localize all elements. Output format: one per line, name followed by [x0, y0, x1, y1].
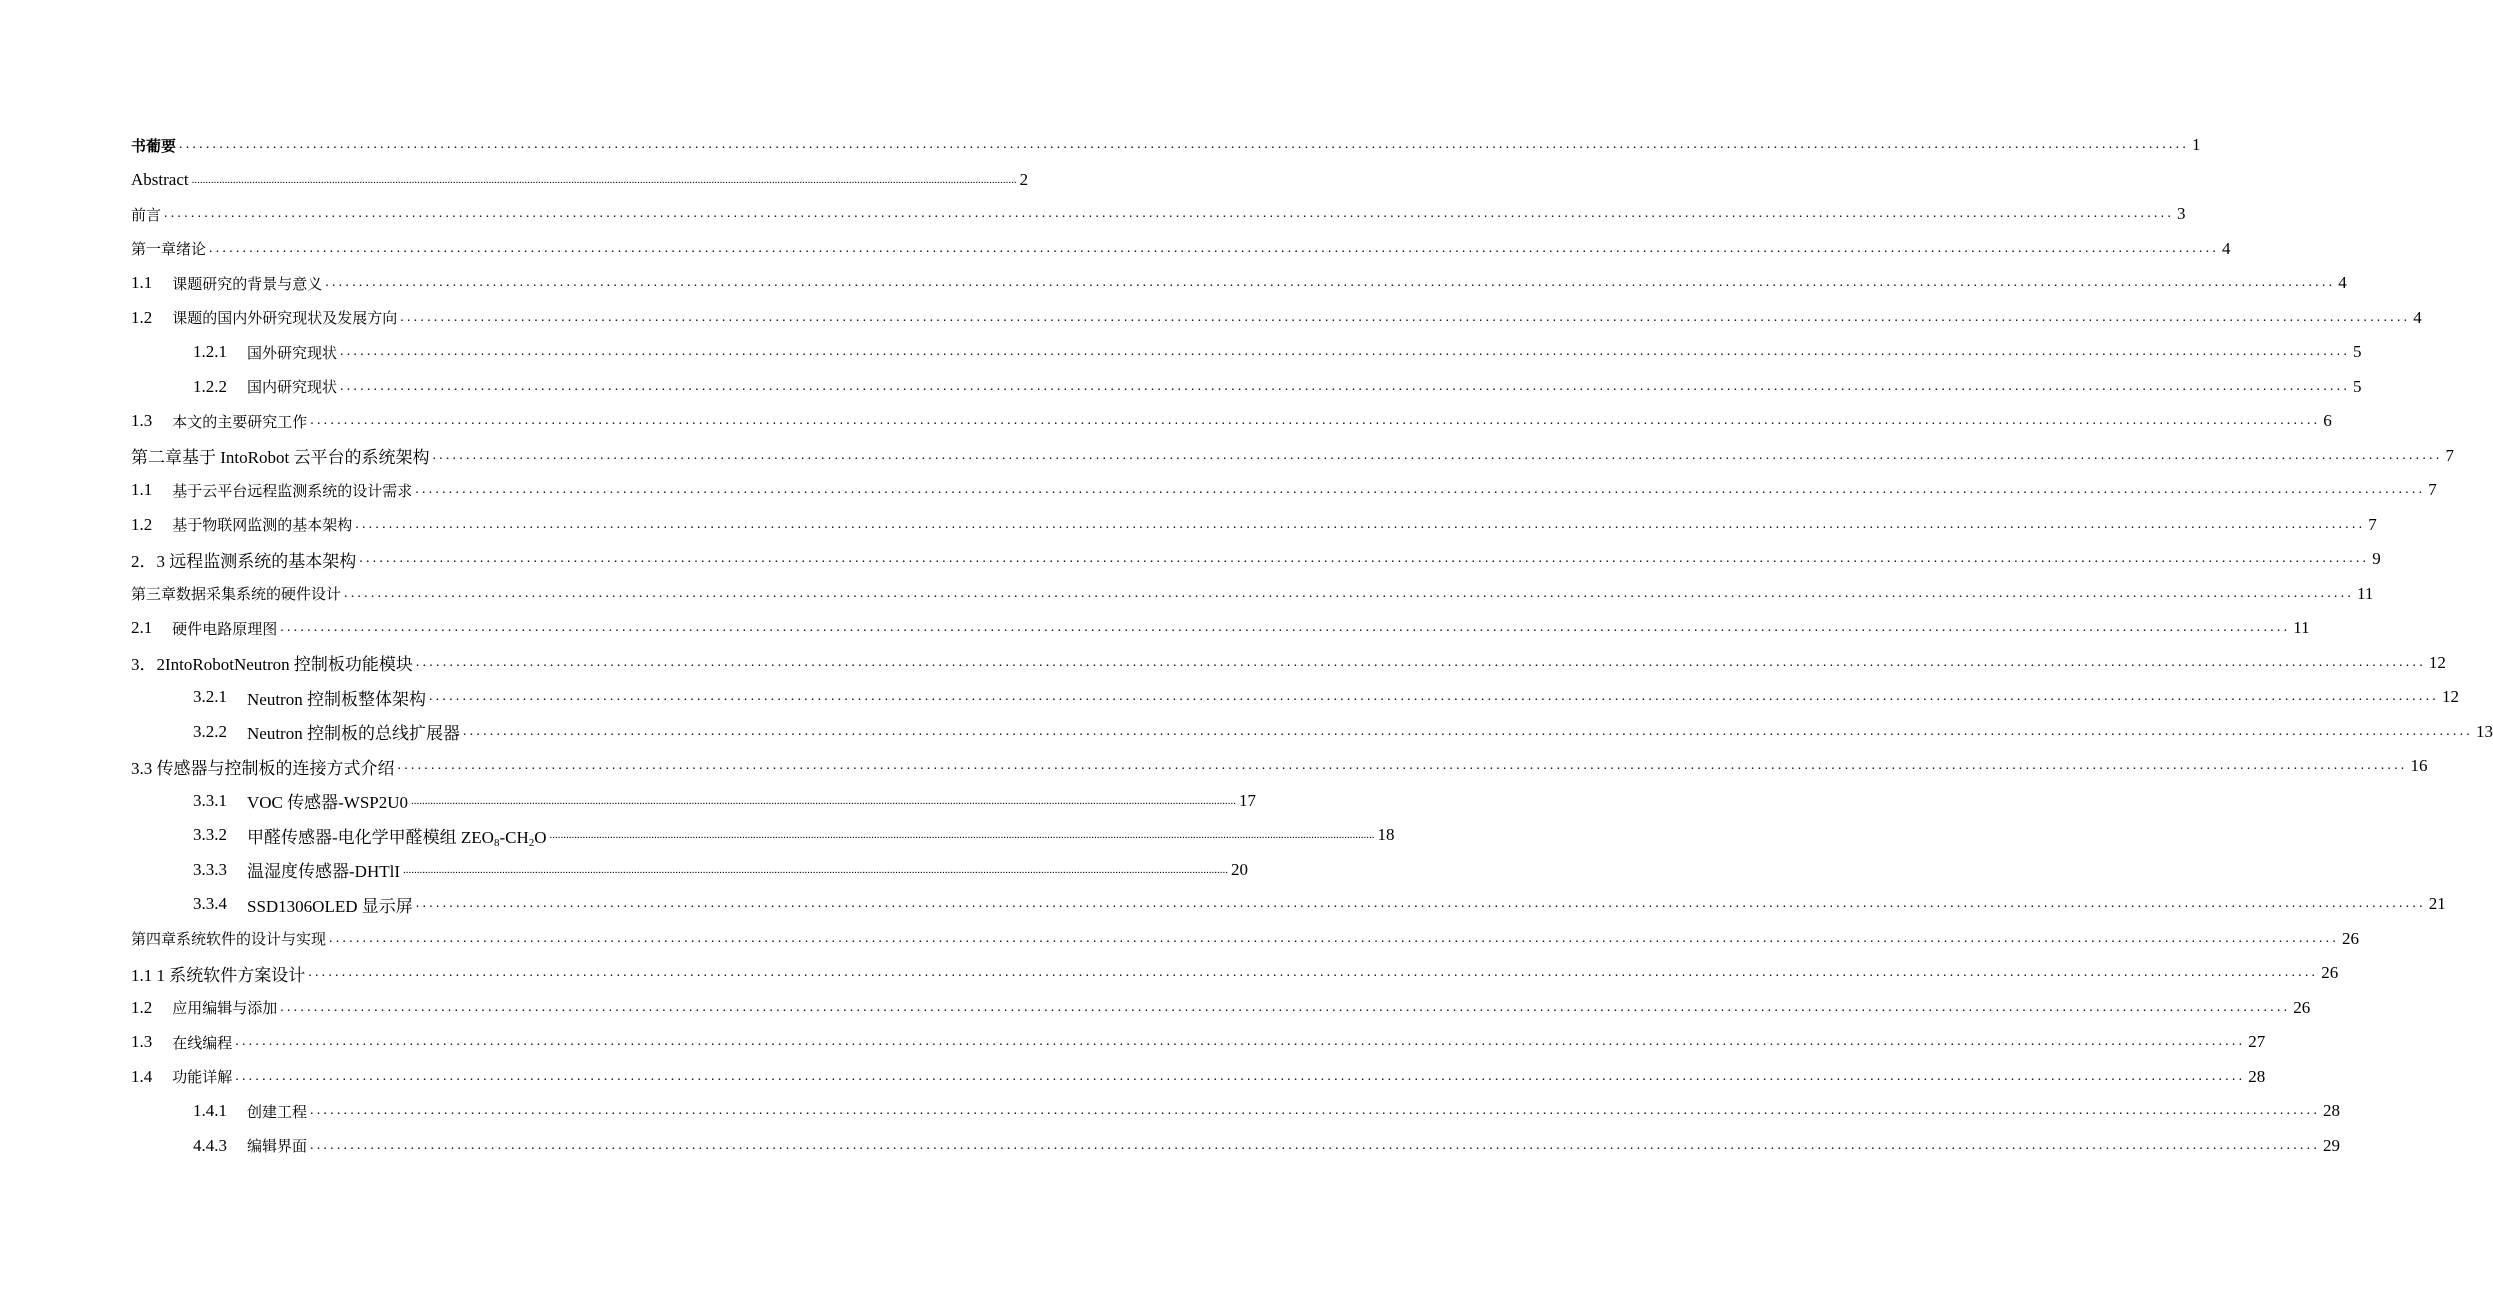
toc-entry-page-number: 12 [2441, 687, 2459, 707]
toc-entry-number: 1.4.1 [193, 1101, 227, 1121]
toc-entry[interactable] [131, 853, 1248, 888]
toc-entry-number: 1.2 [131, 307, 153, 327]
toc-entry-title-text: 第三章数据采集系统的硬件设计 [131, 587, 342, 604]
toc-entry-title-text: 课题的国内外研究现状及发展方向 [172, 311, 398, 328]
toc-entry[interactable] [131, 887, 2446, 922]
toc-entry[interactable] [131, 439, 2454, 474]
toc-entry-number: 1.3 [131, 1032, 153, 1052]
toc-entry-page-number: 26 [2342, 928, 2360, 948]
toc-entry-number: 3.2.1 [193, 687, 227, 707]
toc-entry[interactable] [131, 232, 2231, 267]
toc-entry-page-number: 6 [2323, 411, 2332, 431]
toc-entry-page-number: 4 [2222, 238, 2231, 258]
toc-entry-title-text: 功能详解 [172, 1070, 233, 1087]
toc-entry-page-number: 9 [2372, 549, 2381, 569]
toc-entry[interactable] [131, 680, 2459, 715]
toc-dot-leader: ............................................................................................................................................................................................................................................................................................................ [179, 137, 2190, 153]
toc-entry[interactable] [131, 370, 2362, 405]
toc-entry-page-number: 21 [2428, 894, 2446, 914]
toc-dot-leader: ............................................................................................................................................................................................................................................................................................................ [397, 758, 2408, 774]
toc-dot-leader: ............................................................................................................................................................................................................................................................................................................ [235, 1034, 2246, 1050]
toc-dot-leader: ............................................................................................................................................................................................................................................................................................................ [432, 447, 2443, 463]
toc-entry-number: 3.2.2 [193, 721, 227, 741]
toc-entry-page-number: 17 [1239, 790, 1257, 810]
toc-entry-subscript: 2 [528, 836, 535, 849]
toc-entry-page-number: 5 [2353, 342, 2362, 362]
toc-entry-page-number: 4 [2413, 307, 2422, 327]
toc-entry-page-number: 13 [2475, 721, 2493, 741]
toc-entry[interactable] [131, 1025, 2266, 1060]
toc-entry[interactable] [131, 784, 1257, 819]
toc-entry-title [131, 204, 161, 225]
toc-entry-page-number: 29 [2323, 1135, 2341, 1155]
toc-entry-title [172, 273, 322, 294]
toc-entry-title [172, 1066, 232, 1087]
toc-entry-page-number: 27 [2248, 1032, 2266, 1052]
toc-entry-page-number: 7 [2368, 514, 2377, 534]
toc-entry-title [131, 238, 206, 259]
toc-entry-page-number: 16 [2410, 756, 2428, 776]
toc-entry-title [247, 685, 426, 710]
toc-entry-title-text: 基于物联网监测的基本架构 [172, 518, 353, 535]
toc-entry-title-text: O [534, 827, 547, 847]
toc-dot-leader: ............................................................................................................................................................................................................................................................................................................ [428, 689, 2439, 705]
toc-entry-number: 3.3.1 [193, 790, 227, 810]
toc-entry-number: 1.3 [131, 411, 153, 431]
toc-entry-title-text: Neutron 控制板整体架构 [247, 689, 426, 709]
toc-dot-leader: ............................................................................................................................................................................................................................................................................................................ [415, 896, 2426, 912]
toc-entry-number: 1.2.2 [193, 376, 227, 396]
toc-entry-title-text: 硬件电路原理图 [172, 621, 278, 638]
toc-entry-title [247, 1135, 307, 1156]
toc-entry-title [172, 618, 277, 639]
toc-dot-leader: ............................................................................................................................................................................................................................................................................................................ [308, 965, 2319, 981]
toc-entry-title-text: 国内研究现状 [247, 380, 338, 397]
toc-entry-title-text: 第四章系统软件的设计与实现 [131, 932, 327, 949]
toc-entry-title [247, 788, 408, 813]
toc-entry-title [247, 892, 413, 917]
toc-entry[interactable] [131, 473, 2437, 508]
toc-entry-number: 1.1 [131, 480, 153, 500]
toc-dot-leader: ............................................................................................................................................................................................................................................................................................................ [164, 206, 2175, 222]
toc-dot-leader: ............................................................................................................................................................................................................................................................................................................ [280, 620, 2291, 636]
toc-dot-leader: ............................................................................................................................................................................................................................................................................................................ [191, 173, 1017, 186]
toc-entry[interactable] [131, 611, 2310, 646]
toc-dot-leader: ............................................................................................................................................................................................................................................................................................................ [325, 275, 2336, 291]
toc-entry[interactable] [131, 577, 2374, 612]
toc-entry[interactable] [131, 1129, 2341, 1164]
toc-dot-leader: ............................................................................................................................................................................................................................................................................................................ [344, 585, 2355, 601]
toc-entry-title [131, 961, 305, 986]
toc-dot-leader: ............................................................................................................................................................................................................................................................................................................ [310, 1103, 2321, 1119]
toc-entry-page-number: 28 [2248, 1066, 2266, 1086]
toc-entry-title-text: 第一章绪论 [131, 242, 207, 259]
toc-entry-title-text: 本文的主要研究工作 [172, 414, 308, 431]
toc-entry[interactable] [131, 163, 1029, 198]
toc-entry-title-text: 1.1 1 系统软件方案设计 [131, 965, 306, 985]
toc-entry-title-text: 3．2IntoRobotNeutron 控制板功能模块 [131, 655, 413, 675]
toc-entry-page-number: 11 [2293, 618, 2310, 638]
toc-entry-page-number: 20 [1230, 859, 1248, 879]
toc-dot-leader: ............................................................................................................................................................................................................................................................................................................ [310, 413, 2321, 429]
toc-entry-title [131, 583, 341, 604]
toc-entry-title-text: Neutron 控制板的总线扩展器 [247, 724, 460, 744]
toc-dot-leader: ............................................................................................................................................................................................................................................................................................................ [235, 1068, 2246, 1084]
toc-dot-leader: ............................................................................................................................................................................................................................................................................................................ [400, 309, 2411, 325]
toc-entry-page-number: 7 [2428, 480, 2437, 500]
toc-entry-title [247, 1101, 307, 1122]
toc-entry[interactable] [131, 1094, 2341, 1129]
toc-dot-leader: ............................................................................................................................................................................................................................................................................................................ [402, 863, 1228, 876]
toc-entry-title [131, 170, 189, 190]
toc-dot-leader: ............................................................................................................................................................................................................................................................................................................ [280, 999, 2291, 1015]
toc-entry[interactable] [131, 266, 2347, 301]
toc-entry-title [172, 307, 397, 328]
toc-dot-leader: ............................................................................................................................................................................................................................................................................................................ [340, 378, 2351, 394]
toc-entry-title-text: VOC 传感器-WSP2U0 [247, 793, 409, 813]
toc-entry-title [247, 342, 337, 363]
toc-entry-title-text: 2．3 远程监测系统的基本架构 [131, 551, 357, 571]
toc-entry-title [172, 411, 307, 432]
toc-entry[interactable] [131, 335, 2362, 370]
toc-dot-leader: ............................................................................................................................................................................................................................................................................................................ [209, 240, 2220, 256]
toc-entry-title-text: -CH [499, 827, 529, 847]
toc-entry-title-text: 课题研究的背景与意义 [172, 276, 323, 293]
toc-dot-leader: ............................................................................................................................................................................................................................................................................................................ [359, 551, 2370, 567]
toc-entry[interactable] [131, 715, 2493, 750]
toc-entry-title-text: 3.3 传感器与控制板的连接方式介绍 [131, 758, 395, 778]
toc-entry-page-number: 5 [2353, 376, 2362, 396]
toc-entry-title-text: 书葡要 [131, 138, 177, 155]
toc-entry-title [131, 135, 176, 156]
toc-entry[interactable] [131, 956, 2339, 991]
toc-dot-leader: ............................................................................................................................................................................................................................................................................................................ [411, 794, 1237, 807]
toc-entry[interactable] [131, 749, 2428, 784]
toc-dot-leader: ............................................................................................................................................................................................................................................................................................................ [415, 654, 2426, 670]
toc-entry-title-text: 前言 [131, 207, 162, 224]
toc-entry-title [172, 514, 352, 535]
toc-entry[interactable] [131, 542, 2381, 577]
toc-entry-title-text: SSD1306OLED 显示屏 [247, 896, 413, 916]
toc-entry-title-text: 甲醛传感器-电化学甲醛模组 ZEO [247, 827, 494, 847]
toc-dot-leader: ............................................................................................................................................................................................................................................................................................................ [329, 930, 2340, 946]
toc-dot-leader: ............................................................................................................................................................................................................................................................................................................ [549, 829, 1375, 842]
toc-dot-leader: ............................................................................................................................................................................................................................................................................................................ [415, 482, 2426, 498]
toc-entry[interactable] [131, 128, 2201, 163]
toc-dot-leader: ............................................................................................................................................................................................................................................................................................................ [340, 344, 2351, 360]
toc-entry-title-text: 在线编程 [172, 1035, 233, 1052]
toc-dot-leader: ............................................................................................................................................................................................................................................................................................................ [462, 723, 2473, 739]
toc-entry-number: 1.4 [131, 1066, 153, 1086]
toc-entry[interactable] [131, 646, 2446, 681]
toc-entry-title-text: 应用编辑与添加 [172, 1001, 278, 1018]
toc-entry-page-number: 11 [2357, 583, 2374, 603]
toc-entry-title [131, 547, 356, 572]
toc-entry-title-text: 创建工程 [247, 1104, 308, 1121]
toc-entry-title [247, 719, 460, 744]
toc-entry-page-number: 26 [2293, 997, 2311, 1017]
toc-entry[interactable] [131, 508, 2377, 543]
toc-dot-leader: ............................................................................................................................................................................................................................................................................................................ [310, 1137, 2321, 1153]
toc-entry[interactable] [131, 991, 2311, 1026]
toc-entry-title-text: 编辑界面 [247, 1139, 308, 1156]
toc-entry-page-number: 12 [2428, 652, 2446, 672]
toc-entry-page-number: 3 [2177, 204, 2186, 224]
toc-entry-title-text: 第二章基于 IntoRobot 云平台的系统架构 [131, 448, 430, 468]
toc-entry-title [247, 376, 337, 397]
table-of-contents [131, 128, 2493, 1163]
toc-entry[interactable] [131, 1060, 2266, 1095]
toc-entry[interactable] [131, 301, 2422, 336]
toc-entry-title [131, 443, 429, 468]
toc-entry-number: 3.3.4 [193, 894, 227, 914]
toc-entry[interactable] [131, 818, 1395, 853]
toc-entry-page-number: 18 [1377, 825, 1395, 845]
toc-entry-page-number: 1 [2192, 135, 2201, 155]
toc-entry-title [172, 480, 412, 501]
toc-entry-title-text: Abstract [131, 169, 189, 189]
toc-entry-number: 1.2.1 [193, 342, 227, 362]
toc-entry-title [131, 928, 326, 949]
toc-entry-title [131, 650, 413, 675]
toc-entry-title-text: 温湿度传感器-DHTlI [247, 862, 400, 882]
toc-entry-title [172, 997, 277, 1018]
toc-entry[interactable] [131, 404, 2332, 439]
toc-entry-title-text: 基于云平台远程监测系统的设计需求 [172, 483, 413, 500]
toc-entry-title [172, 1032, 232, 1053]
toc-entry-title [131, 754, 395, 779]
toc-entry-number: 3.3.2 [193, 825, 227, 845]
toc-entry-page-number: 2 [1019, 169, 1029, 189]
toc-entry-title [247, 857, 400, 882]
toc-entry-number: 2.1 [131, 618, 153, 638]
toc-entry-subscript: 8 [493, 836, 500, 849]
toc-entry-number: 1.2 [131, 997, 153, 1017]
toc-entry-title-text: 国外研究现状 [247, 345, 338, 362]
toc-entry-number: 3.3.3 [193, 859, 227, 879]
toc-entry-number: 4.4.3 [193, 1135, 227, 1155]
toc-entry-page-number: 26 [2321, 963, 2339, 983]
toc-dot-leader: ............................................................................................................................................................................................................................................................................................................ [355, 516, 2366, 532]
toc-entry[interactable] [131, 922, 2360, 957]
toc-entry-number: 1.1 [131, 273, 153, 293]
toc-entry-title [247, 823, 547, 848]
toc-entry-number: 1.2 [131, 514, 153, 534]
toc-entry-page-number: 7 [2445, 445, 2454, 465]
toc-entry-page-number: 4 [2338, 273, 2347, 293]
toc-entry-page-number: 28 [2323, 1101, 2341, 1121]
toc-entry[interactable] [131, 197, 2186, 232]
